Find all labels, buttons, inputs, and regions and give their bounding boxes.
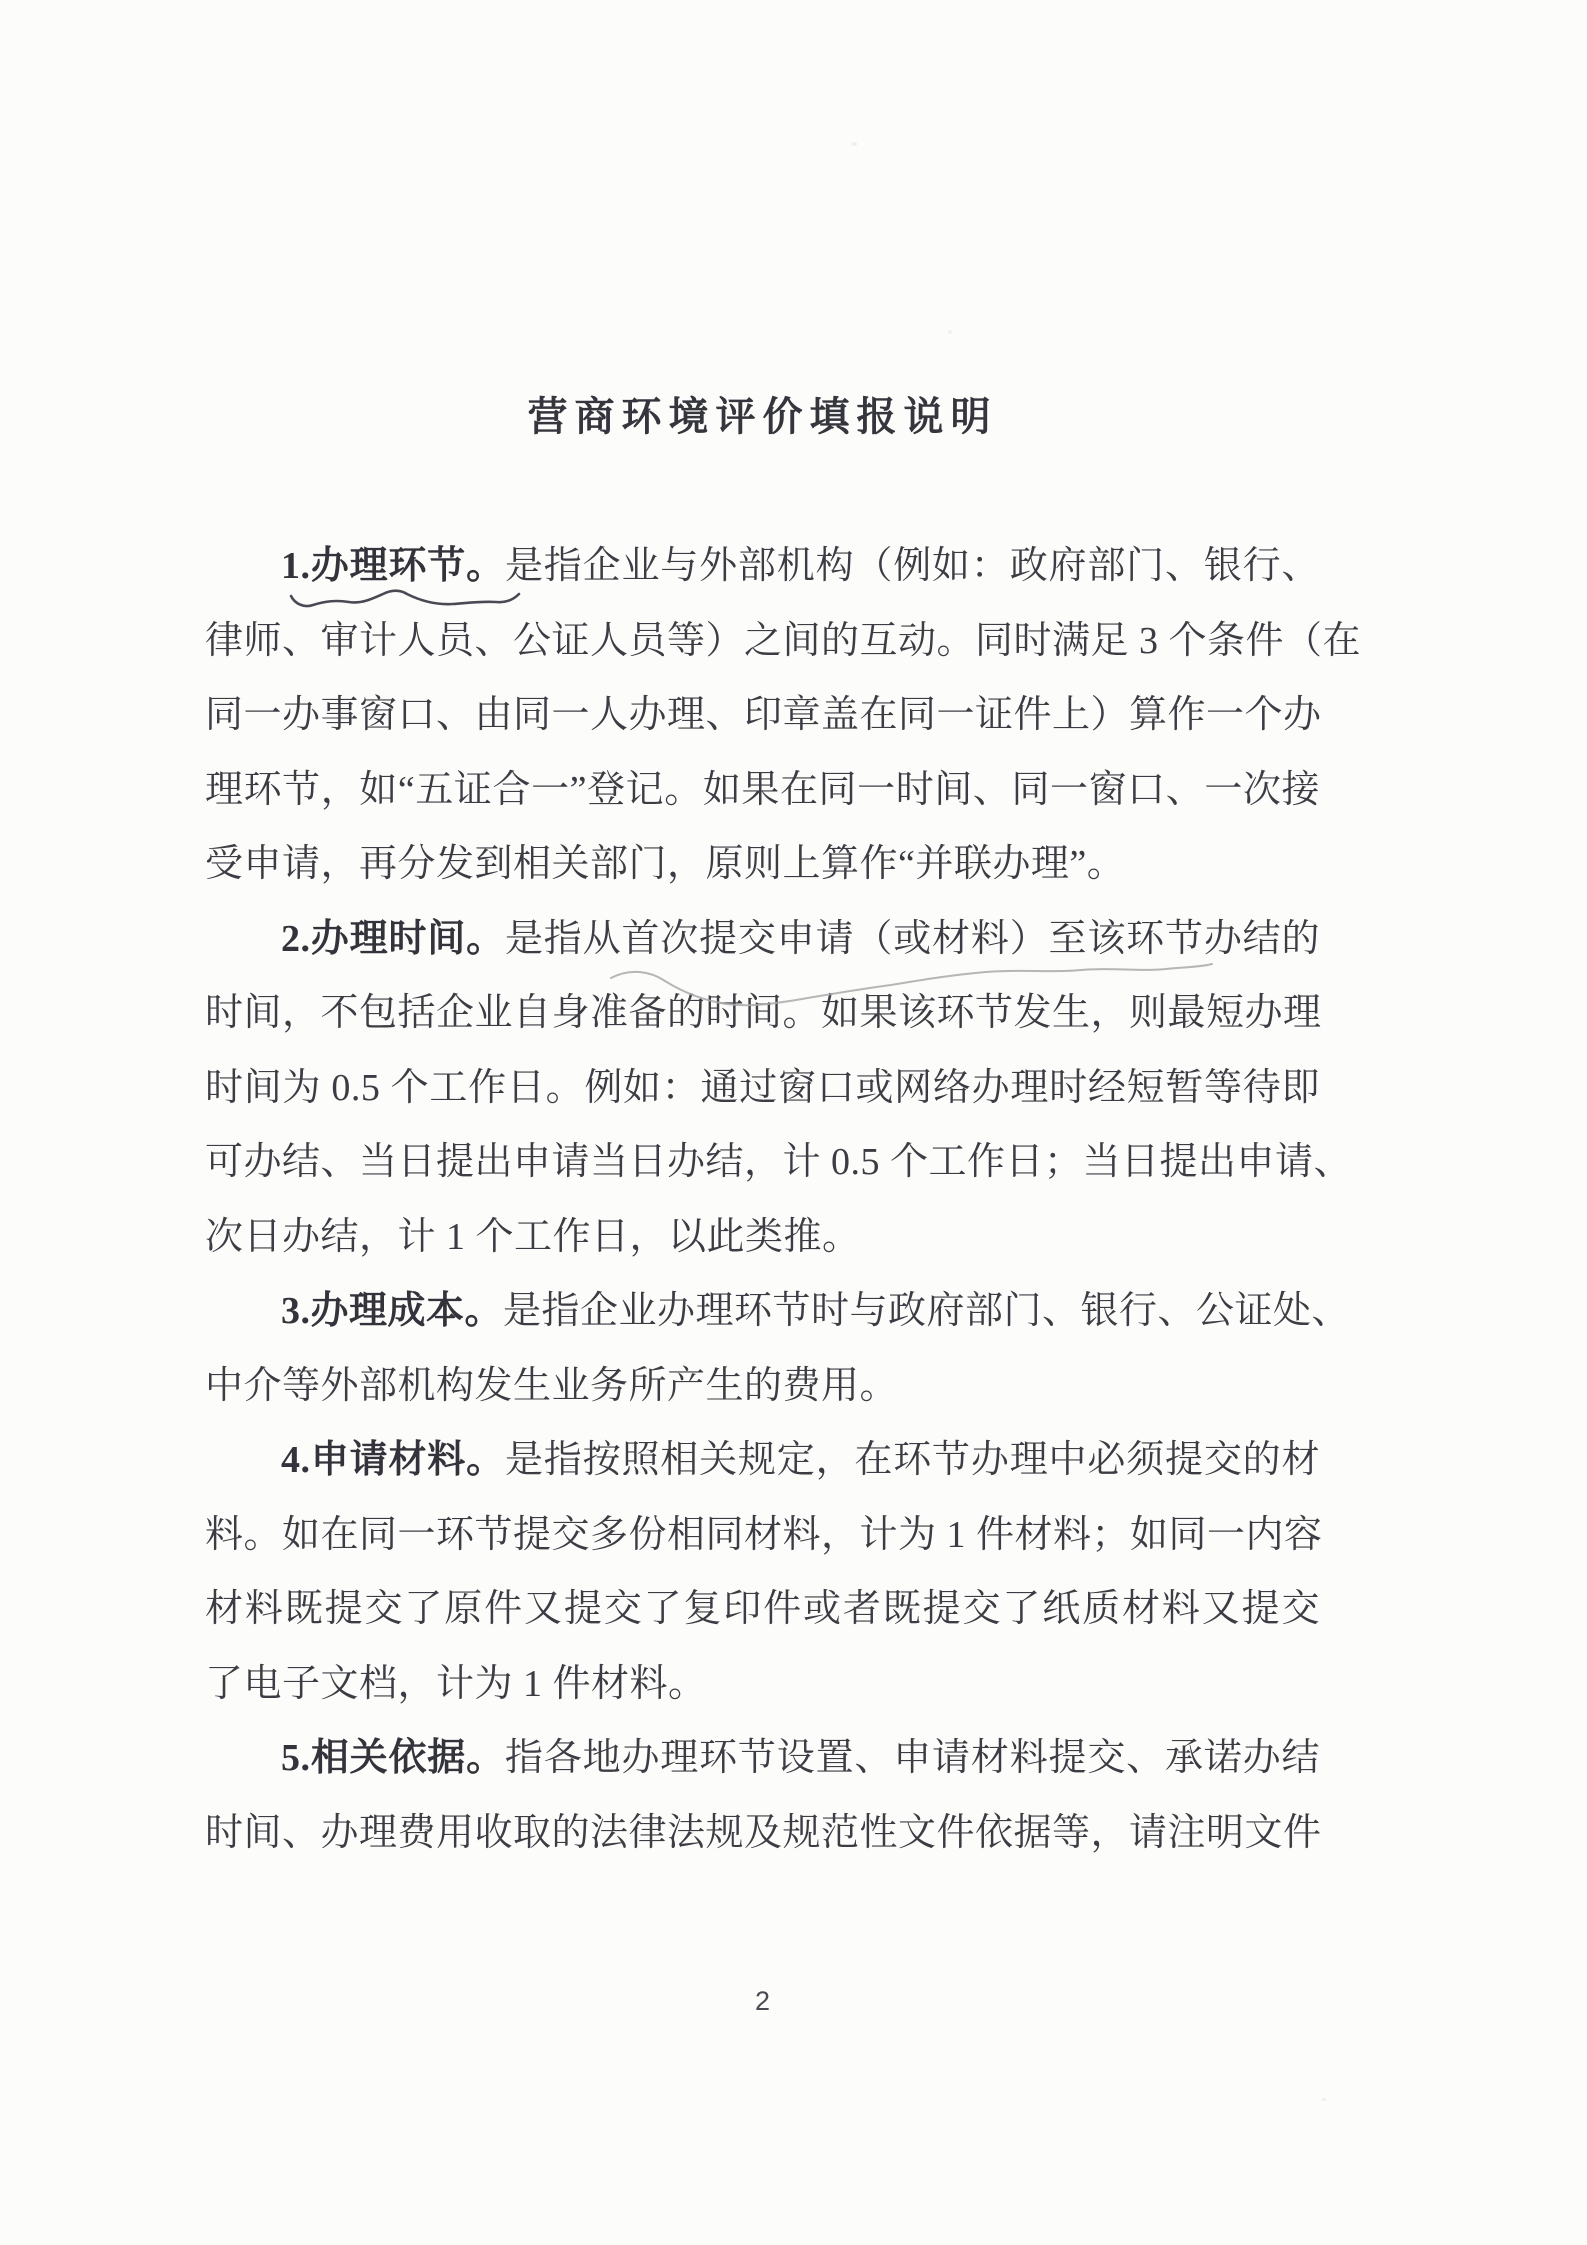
page-number: 2 [754, 1986, 771, 2016]
text-line: 时间，不包括企业自身准备的时间。如果该环节发生，则最短办理 [205, 992, 1322, 1034]
text-line: 理环节，如“五证合一”登记。如果在同一时间、同一窗口、一次接 [205, 768, 1320, 811]
paragraph-heading: 4.申请材料。 [281, 1439, 505, 1481]
text-line: 同一办事窗口、由同一人办理、印章盖在同一证件上）算作一个办 [205, 694, 1322, 736]
paragraph-heading: 2.办理时间。 [281, 917, 505, 960]
text-line: 5.相关依据。指各地办理环节设置、申请材料提交、承诺办结 [281, 1737, 1320, 1779]
text-line: 2.办理时间。是指从首次提交申请（或材料）至该环节办结的 [281, 917, 1320, 960]
text-line: 3.办理成本。是指企业办理环节时与政府部门、银行、公证处、 [281, 1290, 1351, 1332]
paragraph-heading: 5.相关依据。 [281, 1737, 505, 1779]
text-line: 可办结、当日提出申请当日办结，计 0.5 个工作日；当日提出申请、 [205, 1141, 1353, 1183]
text-line: 料。如在同一环节提交多份相同材料，计为 1 件材料；如同一内容 [205, 1513, 1323, 1556]
text-line: 1.办理环节。是指企业与外部机构（例如：政府部门、银行、 [281, 545, 1320, 587]
scan-speck [948, 330, 952, 334]
paragraph-heading: 3.办理成本。 [281, 1290, 504, 1332]
text-line: 了电子文档，计为 1 件材料。 [205, 1662, 707, 1705]
scan-speck [852, 142, 857, 146]
text-line: 时间为 0.5 个工作日。例如：通过窗口或网络办理时经短暂等待即 [205, 1066, 1320, 1109]
text-line: 律师、审计人员、公证人员等）之间的互动。同时满足 3 个条件（在 [205, 619, 1362, 662]
text-line: 材料既提交了原件又提交了复印件或者既提交了纸质材料又提交 [205, 1588, 1320, 1630]
paragraph-heading: 1.办理环节。 [281, 545, 505, 587]
scan-speck [1322, 2098, 1326, 2101]
text-line: 受申请，再分发到相关部门，原则上算作“并联办理”。 [205, 843, 1126, 885]
text-line: 次日办结，计 1 个工作日，以此类推。 [205, 1215, 861, 1258]
text-line: 4.申请材料。是指按照相关规定，在环节办理中必须提交的材 [281, 1439, 1320, 1481]
text-block [205, 529, 1362, 1870]
text-line: 时间、办理费用收取的法律法规及规范性文件依据等，请注明文件 [205, 1811, 1322, 1854]
text-line: 中介等外部机构发生业务所产生的费用。 [205, 1364, 899, 1407]
document-title: 营商环境评价填报说明 [527, 394, 998, 439]
